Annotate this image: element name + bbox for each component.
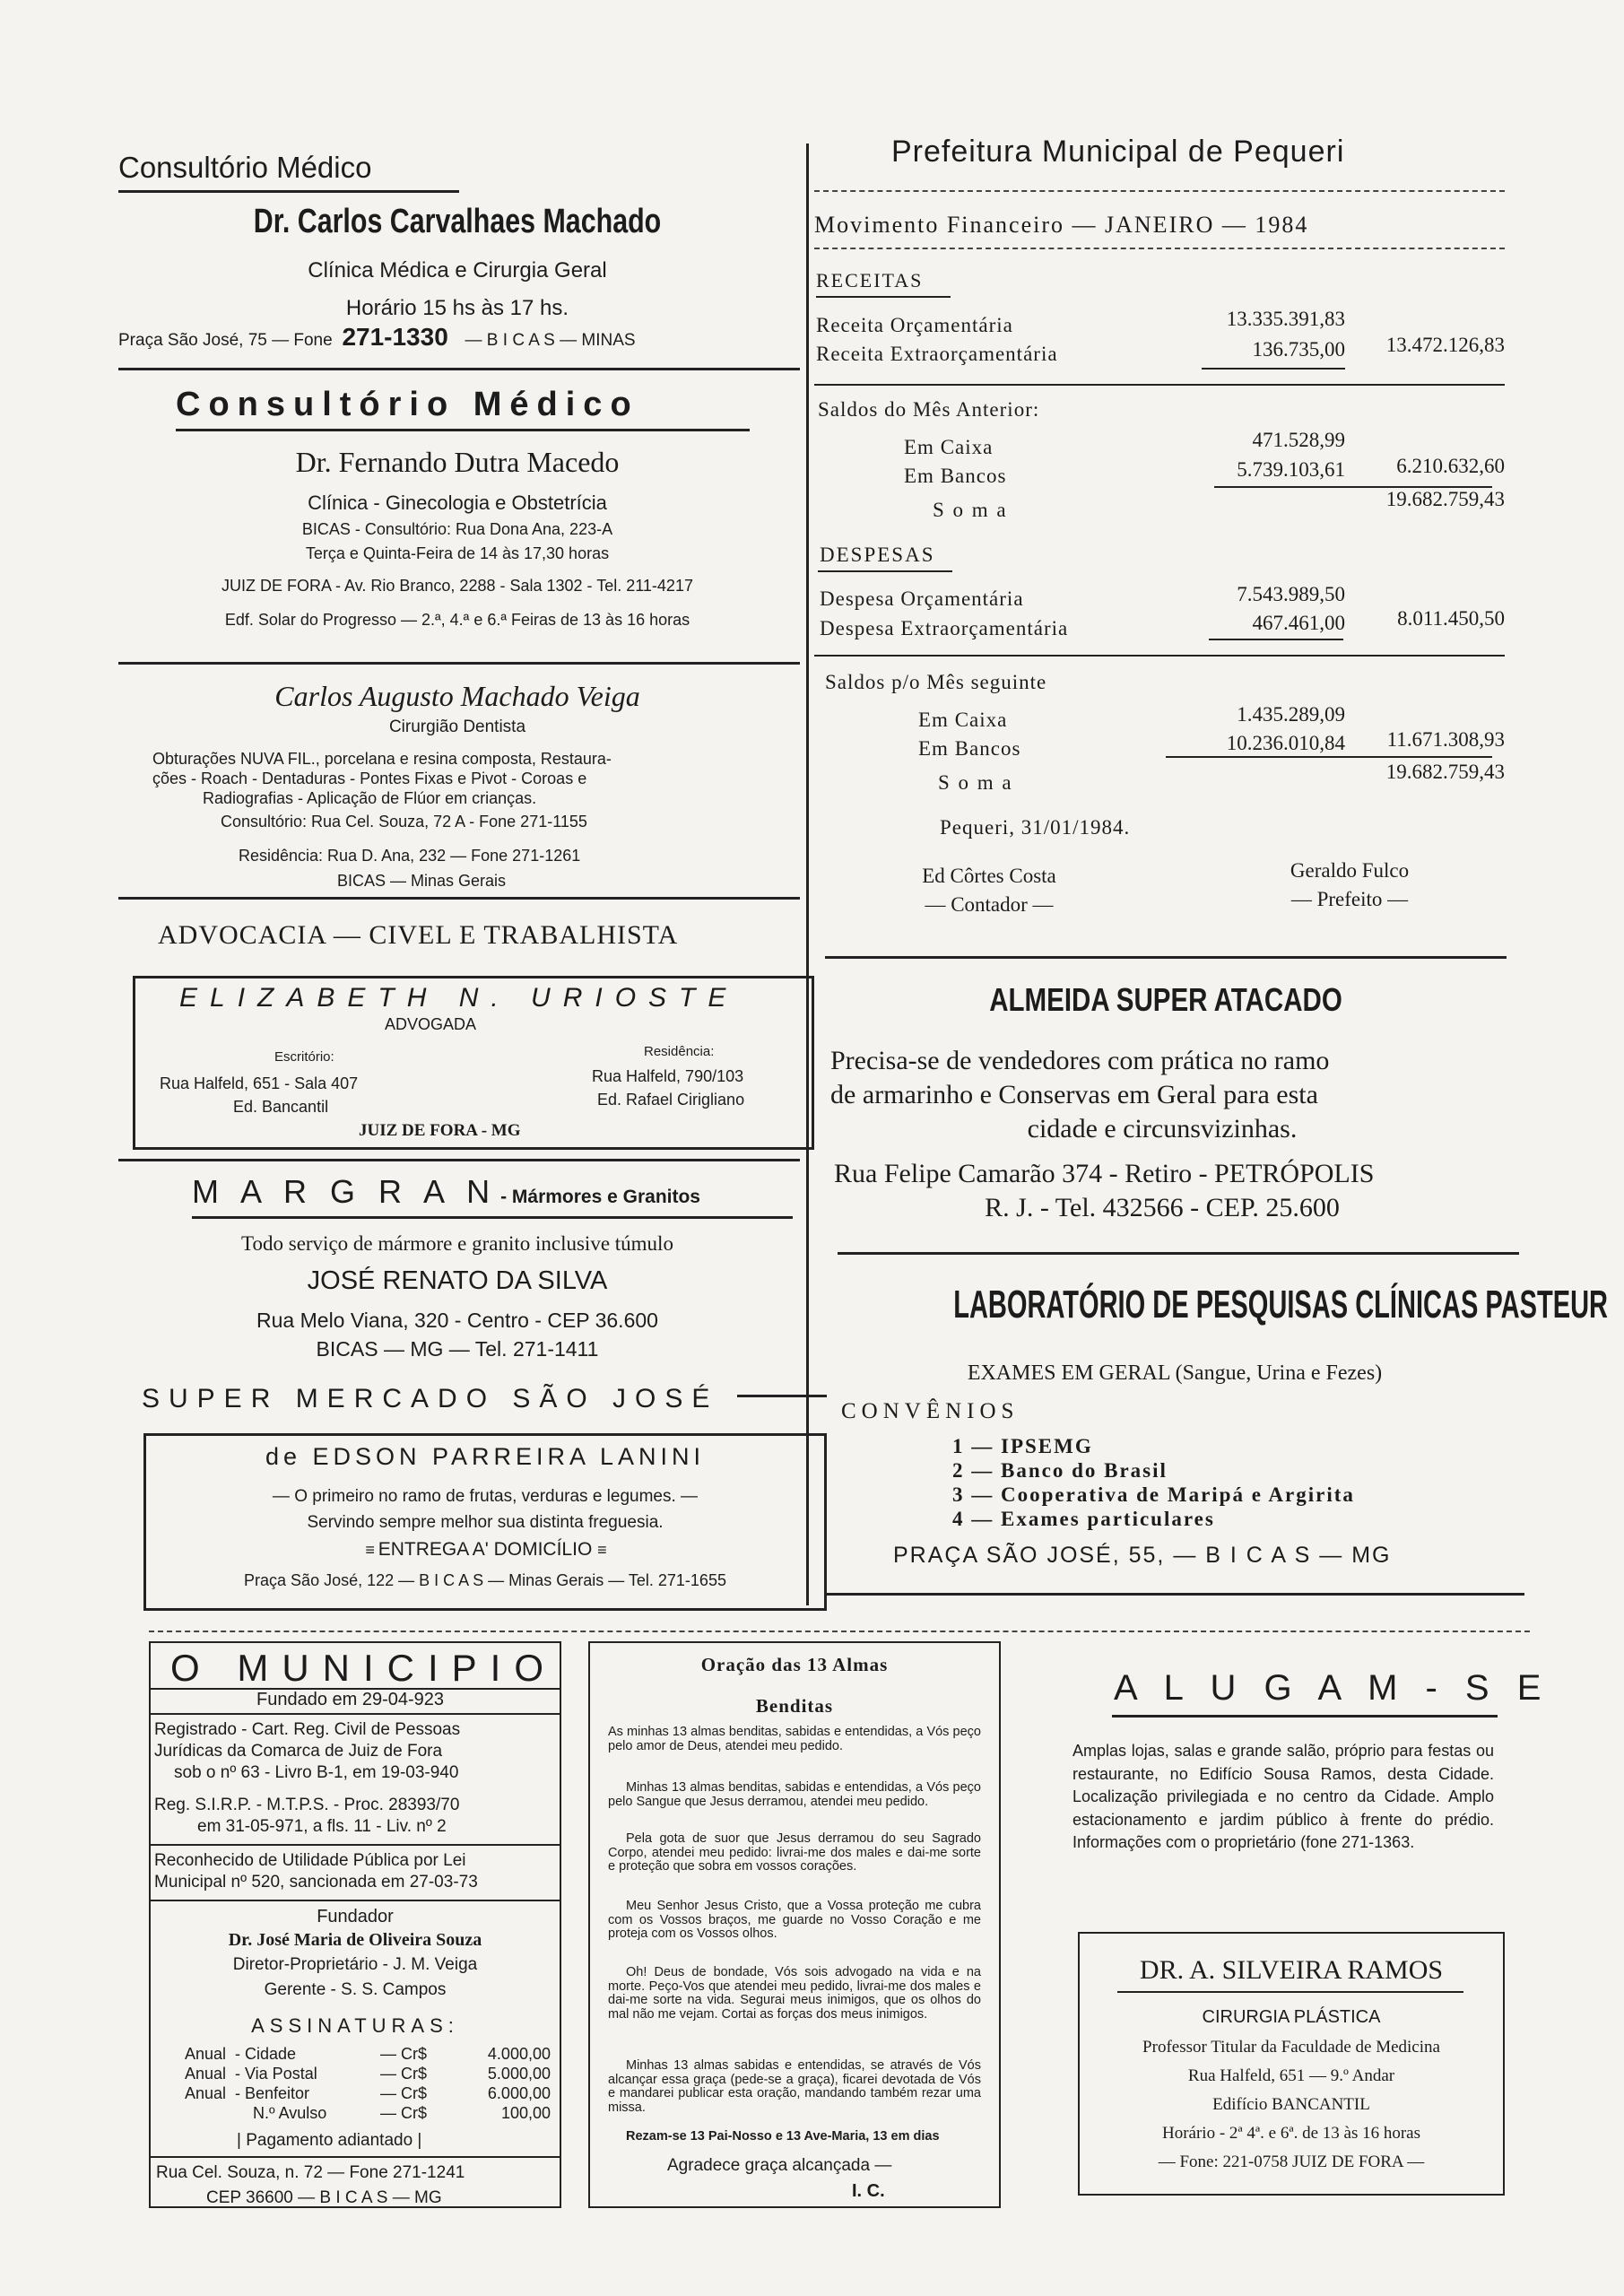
- sub-d: 5.000,00: [487, 2065, 551, 2083]
- margran-l2: Rua Melo Viana, 320 - Centro - CEP 36.600: [256, 1309, 658, 1332]
- consultorio2-name: Dr. Fernando Dutra Macedo: [295, 446, 620, 478]
- almeida-l2: de armarinho e Conservas em Geral para esta: [830, 1080, 1318, 1109]
- alugam-paragraph: Amplas lojas, salas e grande salão, próprio para festas ou restaurante, no Edifício Sousa Ramos, desta Cidade. Localização privilegiada e no centro da Cidade. Amplo estacionamento e jardim público à frente do prédio. Informações com o proprietário (fone 271-1363.: [1073, 1742, 1494, 1851]
- consultorio1-hours: Horário 15 hs às 17 hs.: [345, 296, 569, 320]
- margran-tagline: - Mármores e Granitos: [500, 1187, 700, 1207]
- municipio-founded: Fundado em 29-04-923: [256, 1690, 445, 1709]
- convenio-item: 4 — Exames particulares: [952, 1508, 1215, 1530]
- sub-c: — Cr$: [380, 2065, 428, 2083]
- divider: [151, 2156, 560, 2158]
- laboratorio-l1: EXAMES EM GERAL (Sangue, Urina e Fezes): [967, 1361, 1383, 1385]
- municipio-fundador-label: Fundador: [317, 1907, 394, 1926]
- supermercado-l2: Servindo sempre melhor sua distinta freguesia.: [307, 1513, 664, 1532]
- convenio-item: 2 — Banco do Brasil: [952, 1459, 1168, 1482]
- supermercado-l3: ENTREGA A' DOMICÍLIO: [378, 1539, 593, 1560]
- municipio-reg4: Reg. S.I.R.P. - M.T.P.S. - Proc. 28393/70: [154, 1796, 460, 1814]
- consultorio2-heading: Consultório Médico: [176, 386, 639, 423]
- divider: [814, 655, 1505, 657]
- stripe-icon: ≡: [365, 1541, 373, 1559]
- saldos2-label: Saldos p/o Mês seguinte: [825, 671, 1047, 693]
- municipio-title: O MUNICIPIO: [170, 1647, 558, 1689]
- despesa-orc-label: Despesa Orçamentária: [820, 587, 1024, 610]
- divider: [151, 1713, 560, 1715]
- municipio-pagamento-text: Pagamento adiantado: [246, 2131, 413, 2150]
- margran-heading: [192, 1173, 700, 1211]
- advocacia-res-label: Residência:: [644, 1044, 715, 1059]
- silveira-l3: Edifício BANCANTIL: [1212, 2095, 1370, 2114]
- receita-orc-label: Receita Orçamentária: [816, 314, 1013, 336]
- sub-c: — Cr$: [380, 2104, 428, 2122]
- divider: [814, 384, 1505, 386]
- municipio-pagamento: | Pagamento adiantado |: [237, 2131, 422, 2150]
- almeida-l5: R. J. - Tel. 432566 - CEP. 25.600: [985, 1193, 1340, 1222]
- oracao-sign: I. C.: [852, 2181, 885, 2201]
- consultorio2-line3: JUIZ DE FORA - Av. Rio Branco, 2288 - Sala 1302 - Tel. 211-4217: [221, 577, 693, 595]
- consultorio1-city: — B I C A S — MINAS: [465, 331, 636, 350]
- margran-brand: M A R G R A N: [192, 1173, 498, 1210]
- supermercado-l3-row: [143, 1539, 827, 1561]
- consultorio2-line1: BICAS - Consultório: Rua Dona Ana, 223-A: [301, 520, 613, 538]
- divider: [825, 956, 1507, 959]
- almeida-l1: Precisa-se de vendedores com prática no ramo: [830, 1046, 1330, 1075]
- advocacia-res2: Ed. Rafael Cirigliano: [597, 1091, 745, 1109]
- sig2-role: — Prefeito —: [1290, 888, 1409, 910]
- saldos-caixa-label: Em Caixa: [904, 436, 994, 458]
- dentista-l6: BICAS — Minas Gerais: [337, 872, 507, 890]
- saldos-caixa-v1: 471.528,99: [1252, 429, 1345, 451]
- receitas-label: RECEITAS: [816, 269, 924, 291]
- oracao-subtitle: Benditas: [755, 1695, 834, 1717]
- saldos2-bancos-label: Em Bancos: [918, 737, 1021, 760]
- advocacia-office2: Ed. Bancantil: [233, 1098, 329, 1116]
- divider: [192, 1216, 793, 1219]
- laboratorio-heading: LABORATÓRIO DE PESQUISAS CLÍNICAS PASTEUR: [953, 1283, 1609, 1326]
- oracao-p1: As minhas 13 almas benditas, sabidas e entendidas, a Vós peço pelo amor de Deus, atendei meu pedido.: [608, 1725, 981, 1753]
- divider: [814, 248, 1505, 249]
- consultorio1-address: Praça São José, 75 — Fone: [118, 331, 333, 350]
- prefeitura-title: Prefeitura Municipal de Pequeri: [891, 135, 1345, 169]
- divider: [1117, 1991, 1463, 1993]
- municipio-gerente: Gerente - S. S. Campos: [264, 1980, 447, 1999]
- divider: [118, 662, 800, 665]
- divider: [176, 429, 750, 431]
- consultorio1-specialty: Clínica Médica e Cirurgia Geral: [308, 258, 607, 283]
- sig1-name: Ed Côrtes Costa: [922, 865, 1056, 887]
- oracao-p4: Meu Senhor Jesus Cristo, que a Vossa proteção me cubra com os Vossos braços, me guarde no Vosso Coração e me proteja com os Vossos olhos.: [608, 1899, 981, 1941]
- almeida-l4: Rua Felipe Camarão 374 - Retiro - PETRÓPOLIS: [834, 1159, 1375, 1188]
- divider: [737, 1395, 827, 1397]
- silveira-l2: Rua Halfeld, 651 — 9.º Andar: [1187, 2066, 1395, 2085]
- margran-owner: JOSÉ RENATO DA SILVA: [307, 1266, 608, 1295]
- divider: [118, 897, 800, 900]
- saldos-bancos-v1: 5.739.103,61: [1237, 458, 1345, 481]
- silveira-l1: Professor Titular da Faculdade de Medicina: [1142, 2038, 1440, 2057]
- despesa-extra-v1: 467.461,00: [1252, 612, 1345, 634]
- dentista-name: Carlos Augusto Machado Veiga: [274, 680, 640, 712]
- divider: [118, 1159, 800, 1161]
- consultorio1-heading: Consultório Médico: [118, 151, 372, 184]
- supermercado-heading: SUPER MERCADO SÃO JOSÉ: [142, 1384, 719, 1413]
- advocacia-office1: Rua Halfeld, 651 - Sala 407: [160, 1074, 359, 1092]
- prefeitura-date: Pequeri, 31/01/1984.: [940, 816, 1131, 839]
- divider: [151, 1844, 560, 1846]
- municipio-reg1: Registrado - Cart. Reg. Civil de Pessoas: [154, 1720, 461, 1739]
- oracao-p8: Agradece graça alcançada —: [667, 2156, 892, 2175]
- margran-l3: BICAS — MG — Tel. 271-1411: [316, 1337, 599, 1361]
- municipio-reg7: Municipal nº 520, sancionada em 27-03-73: [154, 1873, 478, 1892]
- alugam-heading: A L U G A M - S E: [1114, 1668, 1550, 1708]
- saldos2-bancos-v1: 10.236.010,84: [1226, 732, 1345, 754]
- saldos2-bancos-v2: 11.671.308,93: [1386, 728, 1505, 751]
- despesas-label: DESPESAS: [820, 544, 935, 566]
- municipio-addr1: Rua Cel. Souza, n. 72 — Fone 271-1241: [156, 2163, 465, 2182]
- oracao-p2: Minhas 13 almas benditas, sabidas e entendidas, a Vós peço pelo Sangue que Jesus derramou, atendei meu pedido.: [608, 1780, 981, 1809]
- municipio-assinaturas-label: ASSINATURAS:: [251, 2014, 459, 2037]
- sub-c: — Cr$: [380, 2045, 428, 2063]
- sub-d: 6.000,00: [487, 2084, 551, 2102]
- stripe-icon: ≡: [597, 1541, 605, 1559]
- laboratorio-address: PRAÇA SÃO JOSÉ, 55, — B I C A S — MG: [893, 1543, 1392, 1568]
- divider: [1209, 639, 1343, 640]
- oracao-title: Oração das 13 Almas: [700, 1654, 889, 1675]
- municipio-addr2: CEP 36600 — B I C A S — MG: [206, 2188, 442, 2207]
- sub-b: - Benfeitor: [235, 2084, 310, 2102]
- municipio-reg5: em 31-05-971, a fls. 11 - Liv. nº 2: [197, 1817, 447, 1836]
- municipio-fundador: Dr. José Maria de Oliveira Souza: [228, 1930, 482, 1950]
- consultorio1-address-row: [118, 323, 636, 352]
- consultorio2-specialty: Clínica - Ginecologia e Obstetrícia: [308, 491, 607, 514]
- divider: [149, 1631, 1530, 1632]
- divider: [1202, 368, 1345, 370]
- saldos2-soma-v2: 19.682.759,43: [1385, 761, 1505, 783]
- divider: [816, 296, 951, 298]
- dentista-l3: Radiografias - Aplicação de Flúor em crianças.: [203, 789, 537, 807]
- dentista-l4: Consultório: Rua Cel. Souza, 72 A - Fone 271-1155: [221, 813, 587, 831]
- supermercado-owner: de EDSON PARREIRA LANINI: [265, 1443, 706, 1470]
- silveira-l5: — Fone: 221-0758 JUIZ DE FORA —: [1158, 2152, 1425, 2171]
- oracao-p5: Oh! Deus de bondade, Vós sois advogado na vida e na morte. Peço-Vos que atendei meu pedido, livrai-me dos males e dai-me sorte na vida. Segurai meus inimigos, que os olhos do mal não me vejam. Cortai as forças dos meus inimigos.: [608, 1965, 981, 2022]
- convenio-item: 3 — Cooperativa de Maripá e Argirita: [952, 1483, 1355, 1506]
- convenio-item: 1 — IPSEMG: [952, 1435, 1093, 1457]
- municipio-reg3: sob o nº 63 - Livro B-1, em 19-03-940: [174, 1763, 459, 1782]
- receita-extra-v1: 136.735,00: [1252, 338, 1345, 361]
- divider: [118, 368, 800, 370]
- dentista-l5: Residência: Rua D. Ana, 232 — Fone 271-1261: [239, 847, 581, 865]
- supermercado-l1: — O primeiro no ramo de frutas, verduras e legumes. —: [272, 1487, 699, 1506]
- municipio-diretor: Diretor-Proprietário - J. M. Veiga: [232, 1955, 478, 1974]
- sub-a: Anual: [185, 2045, 227, 2063]
- margran-l1: Todo serviço de mármore e granito inclusive túmulo: [241, 1232, 673, 1255]
- saldos2-soma-label: S o m a: [938, 771, 1013, 794]
- dentista-l2: ções - Roach - Dentaduras - Pontes Fixas e Pivot - Coroas e: [152, 770, 587, 787]
- sub-b: - Via Postal: [235, 2065, 317, 2083]
- sub-a: Anual: [185, 2084, 227, 2102]
- almeida-heading: ALMEIDA SUPER ATACADO: [989, 981, 1342, 1018]
- saldos-soma-v2: 19.682.759,43: [1385, 488, 1505, 510]
- sub-b: - Cidade: [235, 2045, 297, 2063]
- silveira-name: DR. A. SILVEIRA RAMOS: [1139, 1955, 1444, 1985]
- advocacia-city: JUIZ DE FORA - MG: [359, 1121, 521, 1140]
- divider: [818, 570, 952, 572]
- consultorio1-name: Dr. Carlos Carvalhaes Machado: [253, 203, 662, 240]
- divider: [118, 190, 459, 193]
- sig1-role: — Contador —: [925, 893, 1054, 916]
- saldos2-caixa-v1: 1.435.289,09: [1237, 703, 1345, 726]
- sig2-name: Geraldo Fulco: [1290, 859, 1410, 882]
- saldos-bancos-label: Em Bancos: [904, 465, 1007, 487]
- despesa-extra-v2: 8.011.450,50: [1397, 607, 1505, 630]
- silveira-l4: Horário - 2ª 4ª. e 6ª. de 13 às 16 horas: [1162, 2124, 1420, 2143]
- saldos-soma-label: S o m a: [933, 499, 1008, 521]
- supermercado-l4: Praça São José, 122 — B I C A S — Minas Gerais — Tel. 271-1655: [244, 1571, 726, 1589]
- saldos-label: Saldos do Mês Anterior:: [818, 398, 1040, 421]
- dentista-title: Cirurgião Dentista: [388, 718, 526, 736]
- prefeitura-movement: Movimento Financeiro — JANEIRO — 1984: [814, 212, 1309, 238]
- advocacia-res1: Rua Halfeld, 790/103: [592, 1067, 744, 1085]
- sub-c: — Cr$: [380, 2084, 428, 2102]
- divider: [814, 190, 1505, 192]
- municipio-reg6: Reconhecido de Utilidade Pública por Lei: [154, 1851, 466, 1870]
- column-divider: [806, 144, 809, 1605]
- sub-b: N.º Avulso: [253, 2104, 327, 2122]
- receita-orc-v1: 13.335.391,83: [1226, 308, 1345, 330]
- oracao-p3: Pela gota de suor que Jesus derramou do seu Sagrado Corpo, atendei meu pedido: livrai-me dos males e dai-me sorte e proteção que sobra em vossos corações.: [608, 1831, 981, 1874]
- consultorio1-phone: 271-1330: [342, 323, 448, 351]
- saldos2-caixa-label: Em Caixa: [918, 709, 1008, 731]
- consultorio2-line2: Terça e Quinta-Feira de 14 às 17,30 horas: [305, 544, 610, 562]
- dentista-l1: Obturações NUVA FIL., porcelana e resina composta, Restaura-: [152, 750, 612, 768]
- divider: [1112, 1715, 1498, 1718]
- laboratorio-convenios: CONVÊNIOS: [841, 1399, 1020, 1423]
- divider: [1166, 756, 1492, 758]
- advocacia-name: ELIZABETH N. URIOSTE: [179, 983, 739, 1013]
- advocacia-heading: ADVOCACIA — CIVEL E TRABALHISTA: [158, 920, 679, 950]
- saldos-bancos-v2: 6.210.632,60: [1396, 455, 1505, 477]
- divider: [825, 1593, 1524, 1596]
- despesa-orc-v1: 7.543.989,50: [1237, 583, 1345, 605]
- sub-d: 100,00: [500, 2104, 551, 2122]
- sub-a: Anual: [185, 2065, 227, 2083]
- divider: [838, 1252, 1519, 1255]
- divider: [151, 1900, 560, 1901]
- consultorio2-line4: Edf. Solar do Progresso — 2.ª, 4.ª e 6.ª Feiras de 13 às 16 horas: [224, 611, 690, 629]
- receita-extra-v2: 13.472.126,83: [1385, 334, 1505, 356]
- almeida-l3: cidade e circunsvizinhas.: [1027, 1114, 1298, 1144]
- receita-extra-label: Receita Extraorçamentária: [816, 343, 1058, 365]
- municipio-reg2: Jurídicas da Comarca de Juiz de Fora: [154, 1742, 443, 1761]
- advocacia-office-label: Escritório:: [274, 1049, 334, 1065]
- advocacia-role: ADVOGADA: [384, 1015, 477, 1033]
- oracao-p7: Rezam-se 13 Pai-Nosso e 13 Ave-Maria, 13 em dias: [626, 2129, 940, 2144]
- oracao-p6: Minhas 13 almas sabidas e entendidas, se através de Vós alcançar essa graça (pede-se a graça), ficarei devotada de Vós e mandarei publicar esta oração, mandando também rezar uma missa.: [608, 2058, 981, 2115]
- silveira-specialty: CIRURGIA PLÁSTICA: [1202, 2007, 1381, 2027]
- sub-d: 4.000,00: [487, 2045, 551, 2063]
- despesa-extra-label: Despesa Extraorçamentária: [820, 617, 1069, 639]
